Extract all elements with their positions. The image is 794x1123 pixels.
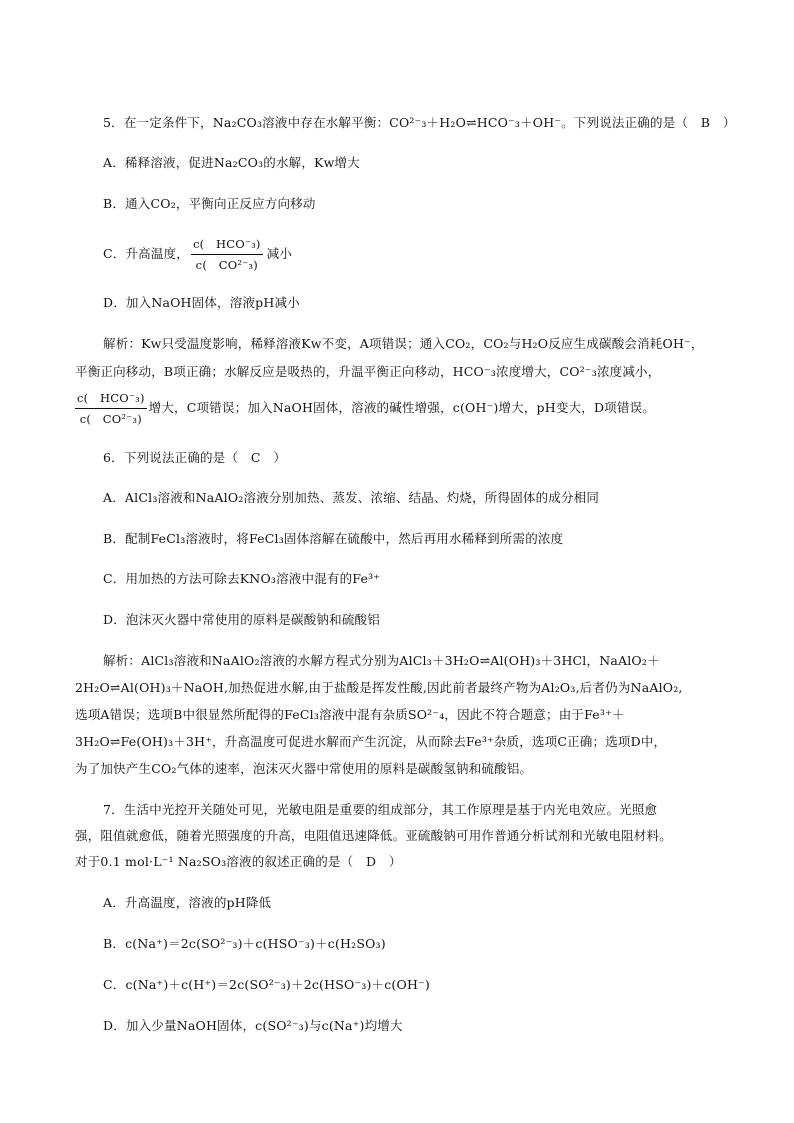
q6-option-c: C．用加热的方法可除去KNO₃溶液中混有的Fe³⁺ <box>103 571 381 586</box>
q7-option-b: B．c(Na⁺)＝2c(SO²⁻₃)＋c(HSO⁻₃)＋c(H₂SO₃) <box>103 936 386 951</box>
q6-explanation-line-1: 解析：AlCl₃溶液和NaAlO₂溶液的水解方程式分别为AlCl₃＋3H₂O⇌Al(OH)₃＋3HCl，NaAlO₂＋ <box>103 653 660 668</box>
q5-option-c <box>103 236 292 273</box>
q5-option-d: D．加入NaOH固体，溶液pH减小 <box>103 295 300 310</box>
q6-option-b: B．配制FeCl₃溶液时，将FeCl₃固体溶解在硫酸中，然后再用水稀释到所需的浓度 <box>103 531 564 546</box>
q6-explanation-line-4: 3H₂O⇌Fe(OH)₃＋3H⁺，升高温度可促进水解而产生沉淀，从而除去Fe³⁺杂质，选项C正确；选项D中， <box>75 734 667 749</box>
q5-option-c-denominator: c( CO²⁻₃) <box>191 254 263 273</box>
q5-explanation-line-3 <box>75 390 655 427</box>
q7-option-a: A．升高温度，溶液的pH降低 <box>103 895 272 910</box>
q5-stem: 5．在一定条件下，Na₂CO₃溶液中存在水解平衡：CO²⁻₃＋H₂O⇌HCO⁻₃＋OH⁻。下列说法正确的是（ B ） <box>103 115 736 130</box>
q7-stem-line-2: 强，阻值就愈低，随着光照强度的升高，电阻值迅速降低。亚硫酸钠可用作普通分析试剂和光敏电阻材料。 <box>75 828 672 843</box>
q7-option-c: C．c(Na⁺)＋c(H⁺)＝2c(SO²⁻₃)＋2c(HSO⁻₃)＋c(OH⁻) <box>103 977 430 992</box>
q6-stem: 6．下列说法正确的是（ C ） <box>103 450 287 465</box>
q6-explanation-line-3: 选项A错误；选项B中很显然所配得的FeCl₃溶液中混有杂质SO²⁻₄，因此不符合题意；由于Fe³⁺＋ <box>75 707 625 722</box>
q5-explanation-denominator: c( CO²⁻₃) <box>75 408 147 427</box>
q5-option-c-fraction <box>191 236 263 273</box>
q7-stem-line-1: 7．生活中光控开关随处可见，光敏电阻是重要的组成部分，其工作原理是基于内光电效应。光照愈 <box>103 802 658 817</box>
q6-option-d: D．泡沫灭火器中常使用的原料是碳酸钠和硫酸铝 <box>103 612 380 627</box>
q5-option-a: A．稀释溶液，促进Na₂CO₃的水解，Kw增大 <box>103 155 360 170</box>
q5-option-c-prefix: C．升高温度， <box>103 246 189 261</box>
q6-option-a: A．AlCl₃溶液和NaAlO₂溶液分别加热、蒸发、浓缩、结晶、灼烧，所得固体的成分相同 <box>103 490 600 505</box>
q5-option-c-suffix: 减小 <box>266 246 293 261</box>
q5-explanation-line-2: 平衡正向移动，B项正确；水解反应是吸热的，升温平衡正向移动，HCO⁻₃浓度增大，CO²⁻₃浓度减小， <box>75 364 661 379</box>
q5-explanation-fraction <box>75 390 147 427</box>
q5-option-b: B．通入CO₂，平衡向正反应方向移动 <box>103 196 316 211</box>
q5-option-c-numerator: c( HCO⁻₃) <box>192 237 261 251</box>
q5-explanation-suffix: 增大，C项错误；加入NaOH固体，溶液的碱性增强，c(OH⁻)增大，pH变大，D项错误。 <box>148 400 655 415</box>
q5-explanation-line-1: 解析：Kw只受温度影响，稀释溶液Kw不变，A项错误；通入CO₂，CO₂与H₂O反应生成碳酸会消耗OH⁻， <box>103 336 704 351</box>
q7-option-d: D．加入少量NaOH固体，c(SO²⁻₃)与c(Na⁺)均增大 <box>103 1018 403 1033</box>
q6-explanation-line-5: 为了加快产生CO₂气体的速率，泡沫灭火器中常使用的原料是碳酸氢钠和硫酸铝。 <box>75 761 533 776</box>
q5-explanation-numerator: c( HCO⁻₃) <box>77 391 145 405</box>
q7-stem-line-3: 对于0.1 mol·L⁻¹ Na₂SO₃溶液的叙述正确的是（ D ） <box>75 854 402 869</box>
q6-explanation-line-2: 2H₂O⇌Al(OH)₃＋NaOH,加热促进水解,由于盐酸是挥发性酸,因此前者最终产物为Al₂O₃,后者仍为NaAlO₂, <box>75 680 683 695</box>
